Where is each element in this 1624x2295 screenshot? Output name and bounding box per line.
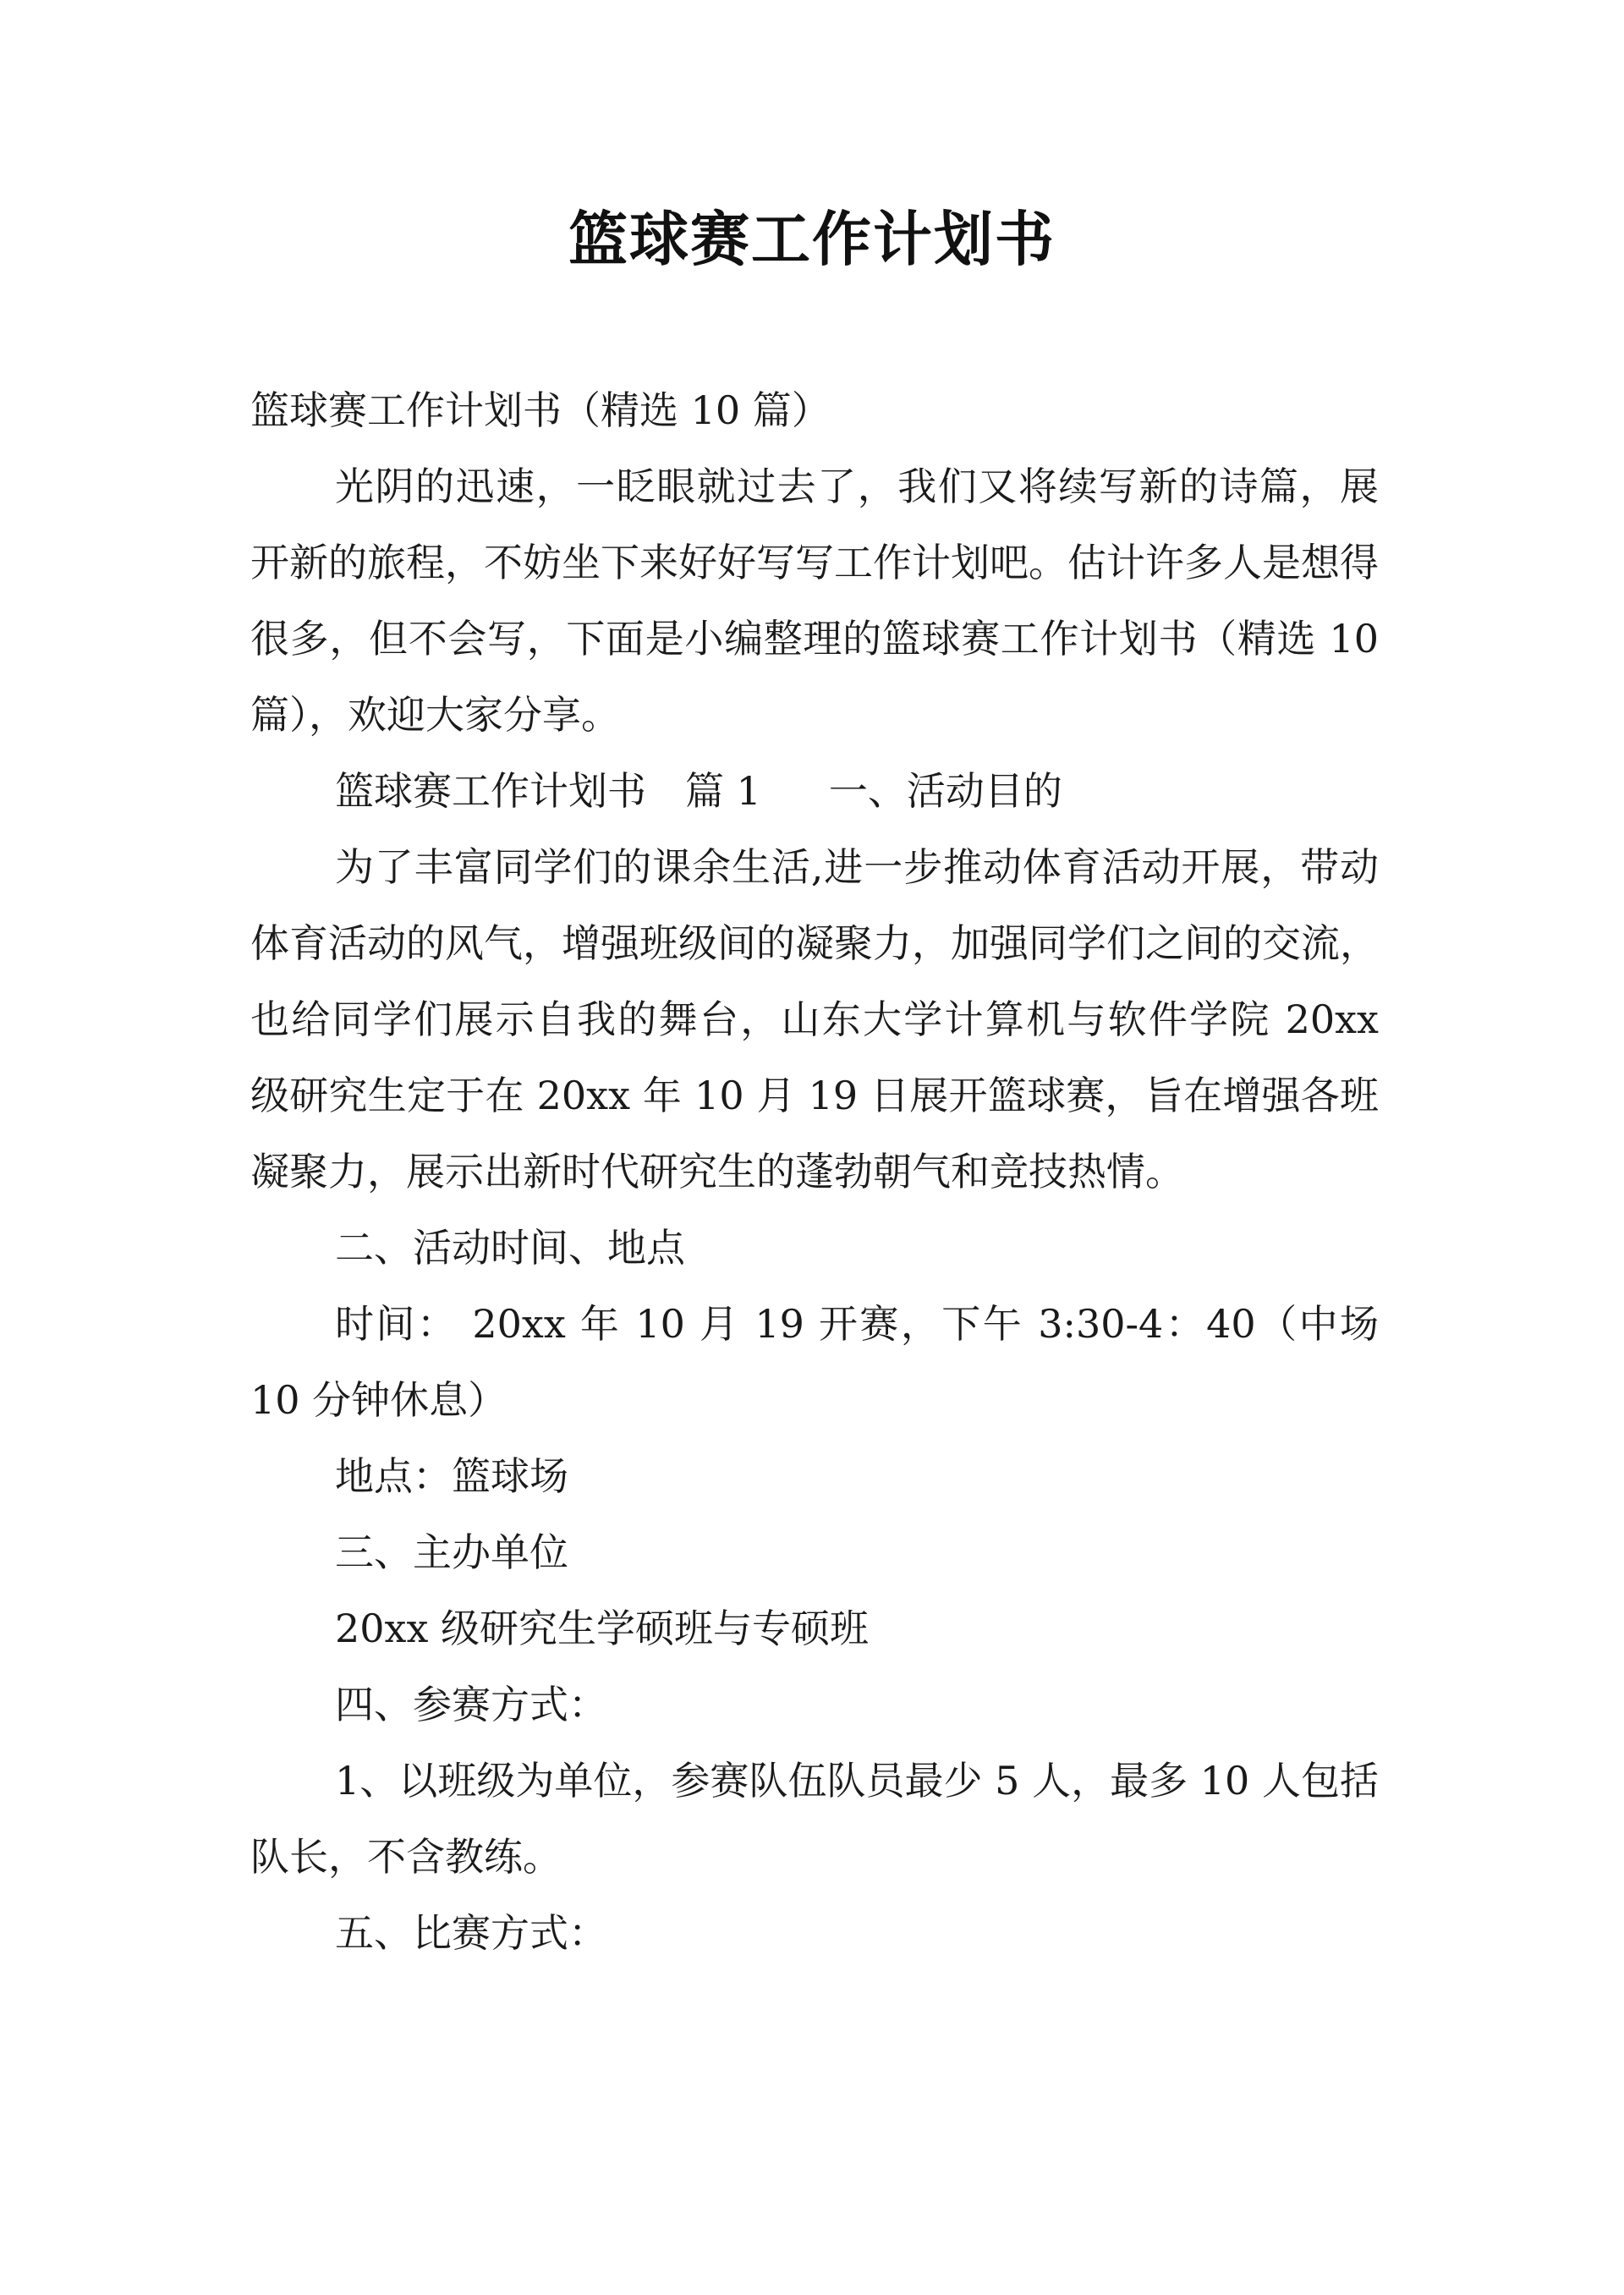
document-body	[250, 372, 1379, 1971]
time-paragraph: 时间： 20xx 年 10 月 19 开赛，下午 3:30-4：40（中场 10 分钟休息）	[250, 1301, 1379, 1423]
place-paragraph: 地点：篮球场	[335, 1453, 568, 1499]
document-title: 篮球赛工作计划书	[568, 205, 1056, 274]
section-heading: 四、参赛方式：	[335, 1682, 607, 1727]
document-subtitle: 篮球赛工作计划书（精选 10 篇）	[250, 387, 831, 433]
participation-paragraph: 1、以班级为单位，参赛队伍队员最少 5 人，最多 10 人包括队长，不含教练。	[250, 1758, 1379, 1880]
section-heading: 一、活动目的	[828, 768, 1062, 814]
section-heading: 五、比赛方式：	[335, 1910, 607, 1956]
section-heading: 三、主办单位	[335, 1529, 568, 1575]
organizer-paragraph: 20xx 级研究生学硕班与专硕班	[335, 1606, 870, 1651]
section-heading: 二、活动时间、地点	[335, 1225, 685, 1271]
part-label: 篮球赛工作计划书 篇 1	[335, 768, 761, 814]
section-paragraph: 为了丰富同学们的课余生活,进一步推动体育活动开展，带动体育活动的风气，增强班级间的凝聚力，加强同学们之间的交流，也给同学们展示自我的舞台，山东大学计算机与软件学院 20xx 级研究生定于在 20xx 年 10 月 19 日展开篮球赛，旨在增强各班凝聚力，展示出新时代研究生的蓬勃朝气和竞技热情。	[250, 844, 1379, 1194]
intro-paragraph: 光阴的迅速，一眨眼就过去了，我们又将续写新的诗篇，展开新的旅程，不妨坐下来好好写写工作计划吧。估计许多人是想得很多，但不会写，下面是小编整理的篮球赛工作计划书（精选 10 篇），欢迎大家分享。	[250, 464, 1379, 738]
part-heading-line	[250, 753, 1379, 829]
